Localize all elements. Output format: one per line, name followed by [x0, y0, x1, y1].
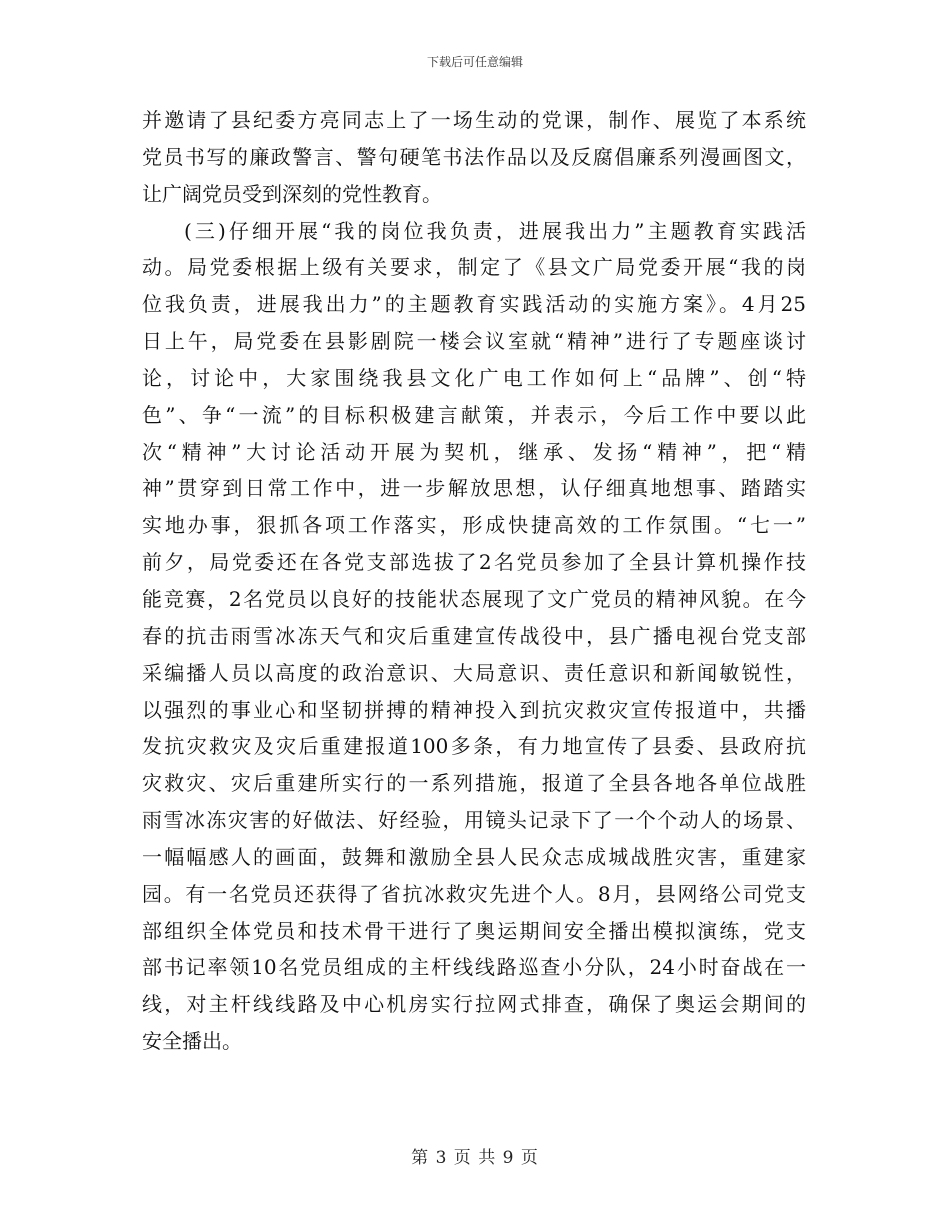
text-line-24: 部书记率领10名党员组成的主杆线线路巡查小分队，24小时奋战在一: [142, 955, 806, 980]
text-line-4: (三)仔细开展“我的岗位我负责，进展我出力”主题教育实践活: [184, 218, 806, 243]
text-line-21: 一幅幅感人的画面，鼓舞和激励全县人民众志成城战胜灾害，重建家: [142, 844, 806, 869]
text-line-9: 色”、争“一流”的目标积极建言献策，并表示，今后工作中要以此: [142, 402, 806, 427]
text-line-18: 发抗灾救灾及灾后重建报道100多条，有力地宣传了县委、县政府抗: [142, 734, 806, 759]
text-line-3: 让广阔党员受到深刻的党性教育。: [142, 181, 442, 206]
text-line-15: 春的抗击雨雪冰冻天气和灾后重建宣传战役中，县广播电视台党支部: [142, 623, 806, 648]
document-body: [142, 102, 806, 1060]
text-line-7: 日上午，局党委在县影剧院一楼会议室就“精神”进行了专题座谈讨: [142, 329, 806, 354]
text-line-20: 雨雪冰冻灾害的好做法、好经验，用镜头记录下了一个个动人的场景、: [142, 808, 806, 833]
page-number-footer: 第 3 页 共 9 页: [411, 1148, 539, 1168]
text-line-5: 动。局党委根据上级有关要求，制定了《县文广局党委开展“我的岗: [142, 255, 806, 280]
text-line-1: 并邀请了县纪委方亮同志上了一场生动的党课，制作、展览了本系统: [142, 108, 806, 132]
text-line-10: 次“精神”大讨论活动开展为契机，继承、发扬“精神”，把“精: [142, 439, 806, 464]
text-line-19: 灾救灾、灾后重建所实行的一系列措施，报道了全县各地各单位战胜: [142, 771, 806, 796]
text-line-17: 以强烈的事业心和坚韧拼搏的精神投入到抗灾救灾宣传报道中，共播: [142, 697, 806, 722]
page-header: 下载后可任意编辑: [426, 55, 523, 69]
text-line-22: 园。有一名党员还获得了省抗冰救灾先进个人。8月，县网络公司党支: [142, 881, 806, 906]
text-line-23: 部组织全体党员和技术骨干进行了奥运期间安全播出模拟演练，党支: [142, 918, 806, 943]
text-line-2: 党员书写的廉政警言、警句硬笔书法作品以及反腐倡廉系列漫画图文，: [142, 144, 806, 169]
text-line-12: 实地办事，狠抓各项工作落实，形成快捷高效的工作氛围。“七一”: [142, 513, 806, 538]
text-line-25: 线，对主杆线线路及中心机房实行拉网式排查，确保了奥运会期间的: [142, 992, 806, 1017]
text-line-11: 神”贯穿到日常工作中，进一步解放思想，认仔细真地想事、踏踏实: [142, 476, 806, 501]
text-line-6: 位我负责，进展我出力”的主题教育实践活动的实施方案》。4月25: [142, 292, 806, 317]
text-line-13: 前夕，局党委还在各党支部选拔了2名党员参加了全县计算机操作技: [142, 550, 806, 575]
text-line-16: 采编播人员以高度的政治意识、大局意识、责任意识和新闻敏锐性，: [142, 660, 806, 685]
text-line-8: 论，讨论中，大家围绕我县文化广电工作如何上“品牌”、创“特: [142, 365, 806, 390]
text-line-26: 安全播出。: [142, 1029, 242, 1054]
text-line-14: 能竞赛，2名党员以良好的技能状态展现了文广党员的精神风貌。在今: [142, 586, 806, 611]
